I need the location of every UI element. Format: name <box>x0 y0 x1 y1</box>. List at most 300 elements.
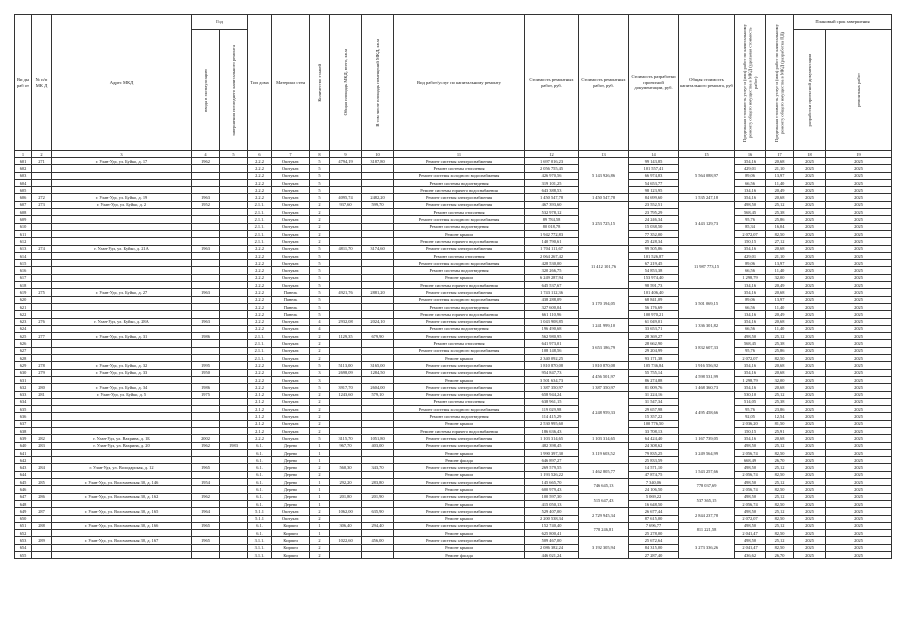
premises-area <box>362 376 394 383</box>
mkd-number: 277 <box>32 333 52 340</box>
mkd-number <box>32 238 52 245</box>
mkd-number: 288 <box>32 522 52 529</box>
mkd-number: 286 <box>32 493 52 500</box>
address-cell <box>52 223 192 230</box>
design-cost: 24 106,50 <box>629 486 679 493</box>
house-type: 2.2.2 <box>248 267 272 274</box>
unit-cost-design: 25,86 <box>766 216 794 223</box>
row-number: 622 <box>15 311 32 318</box>
year-commissioned: 1950 <box>192 369 220 376</box>
repair-cost-total: 3 653 186,79 <box>579 333 629 362</box>
floors: 5 <box>310 245 330 252</box>
table-row <box>15 479 892 486</box>
unit-cost-design: 20,68 <box>766 362 794 369</box>
unit-cost-design: 25,12 <box>766 464 794 471</box>
works-deadline: 2025 <box>826 260 892 267</box>
work-kind: Ремонт системы отопления <box>394 165 525 172</box>
design-deadline: 2025 <box>794 282 826 289</box>
house-type: 2.2.2 <box>248 274 272 281</box>
repair-cost: 1 387 350,97 <box>525 384 579 391</box>
row-number: 610 <box>15 223 32 230</box>
row-number: 603 <box>15 172 32 179</box>
floors: 2 <box>310 464 330 471</box>
house-type: 6.1. <box>248 442 272 449</box>
repair-cost: 562 980,95 <box>525 333 579 340</box>
year-commissioned <box>192 296 220 303</box>
floors: 1 <box>310 530 330 537</box>
table-row <box>15 340 892 347</box>
mkd-number <box>32 311 52 318</box>
floors: 2 <box>310 406 330 413</box>
total-area: 4921,76 <box>330 289 362 296</box>
total-area: 4794,19 <box>330 158 362 165</box>
year-commissioned <box>192 500 220 507</box>
design-cost: 24 308,62 <box>629 442 679 449</box>
house-type: 3.1.1. <box>248 537 272 544</box>
column-number: 10 <box>362 151 394 158</box>
premises-area <box>362 347 394 354</box>
unit-cost-design: 11,40 <box>766 303 794 310</box>
design-deadline: 2025 <box>794 369 826 376</box>
year-commissioned <box>192 172 220 179</box>
address-cell <box>52 172 192 179</box>
col-header-design-deadline: разработки проектной документации <box>794 30 826 151</box>
row-number: 654 <box>15 544 32 551</box>
year-last-repair <box>220 435 248 442</box>
total-cost: 3 832 607,33 <box>679 333 735 362</box>
year-commissioned: 1952 <box>192 201 220 208</box>
wall-material: Оштукат. <box>272 325 310 332</box>
repair-cost-total: 3 119 603,52 <box>579 442 629 464</box>
wall-material: Оштукат. <box>272 427 310 434</box>
floors: 5 <box>310 384 330 391</box>
total-area <box>330 413 362 420</box>
work-kind: Ремонт системы электроснабжения <box>394 362 525 369</box>
premises-area <box>362 530 394 537</box>
house-type: 2.1.1. <box>248 347 272 354</box>
address-cell <box>52 471 192 478</box>
house-type: 2.2.2 <box>248 245 272 252</box>
address-cell <box>52 260 192 267</box>
repair-cost-total: 746 645,13 <box>579 479 629 494</box>
column-number: 12 <box>525 151 579 158</box>
table-row <box>15 252 892 259</box>
address-cell <box>52 303 192 310</box>
unit-cost-works: 514,05 <box>735 398 766 405</box>
repair-cost: 2 086 382,24 <box>525 544 579 551</box>
table-row <box>15 267 892 274</box>
work-kind: Ремонт системы электроснабжения <box>394 493 525 500</box>
repair-cost: 446 021,24 <box>525 552 579 559</box>
design-cost: 77 352,00 <box>629 230 679 237</box>
design-cost: 7 340,06 <box>629 479 679 486</box>
year-last-repair <box>220 515 248 522</box>
works-deadline: 2025 <box>826 552 892 559</box>
total-area <box>330 252 362 259</box>
mkd-number: 275 <box>32 289 52 296</box>
year-commissioned <box>192 552 220 559</box>
works-deadline: 2025 <box>826 493 892 500</box>
table-row <box>15 530 892 537</box>
total-area <box>330 471 362 478</box>
year-last-repair <box>220 420 248 427</box>
table-row <box>15 303 892 310</box>
col-header-total-area: Общая площадь МКД, всего, кв.м <box>330 15 362 151</box>
unit-cost-works: 568,45 <box>735 340 766 347</box>
house-type: 2.2.2 <box>248 165 272 172</box>
year-last-repair <box>220 537 248 544</box>
work-kind: Ремонт системы электроснабжения <box>394 442 525 449</box>
premises-area <box>362 398 394 405</box>
works-deadline: 2025 <box>826 311 892 318</box>
total-area: 560,30 <box>330 464 362 471</box>
table-row <box>15 362 892 369</box>
work-kind: Ремонт системы электроснабжения <box>394 537 525 544</box>
address-cell: г. Улан-Удэ, ул. Буйко, д. 5 <box>52 391 192 398</box>
unit-cost-works: 568,45 <box>735 209 766 216</box>
floors: 5 <box>310 179 330 186</box>
unit-cost-works: 66,56 <box>735 325 766 332</box>
mkd-number: 272 <box>32 194 52 201</box>
year-commissioned <box>192 544 220 551</box>
floors: 2 <box>310 201 330 208</box>
floors: 2 <box>310 230 330 237</box>
row-number: 647 <box>15 493 32 500</box>
floors: 2 <box>310 340 330 347</box>
row-number: 625 <box>15 333 32 340</box>
mkd-number: 283 <box>32 442 52 449</box>
year-commissioned <box>192 406 220 413</box>
work-kind: Ремонт системы водоотведения <box>394 303 525 310</box>
col-header-total-cost: Общая стоимость капитального ремонта, руб <box>679 15 735 151</box>
wall-material: Дерево <box>272 449 310 456</box>
house-type: 6.1. <box>248 479 272 486</box>
unit-cost-works: 95,76 <box>735 216 766 223</box>
work-kind: Ремонт системы электроснабжения <box>394 435 525 442</box>
col-header-wall-material: Материал стен <box>272 15 310 151</box>
wall-material: Оштукат. <box>272 282 310 289</box>
total-area <box>330 267 362 274</box>
year-commissioned <box>192 457 220 464</box>
floors: 2 <box>310 398 330 405</box>
row-number: 634 <box>15 398 32 405</box>
design-cost: 16 648,50 <box>629 500 679 507</box>
total-area <box>330 355 362 362</box>
table-row <box>15 311 892 318</box>
unit-cost-design: 82,50 <box>766 500 794 507</box>
house-type: 2.2.2 <box>248 194 272 201</box>
design-cost: 27 287,40 <box>629 552 679 559</box>
column-number: 5 <box>220 151 248 158</box>
year-last-repair <box>220 457 248 464</box>
mkd-number <box>32 406 52 413</box>
work-kind: Ремонт системы отопления <box>394 252 525 259</box>
unit-cost-works: 429,01 <box>735 165 766 172</box>
works-deadline: 2025 <box>826 471 892 478</box>
repair-cost: 2 200 538,34 <box>525 515 579 522</box>
wall-material: Кирпич <box>272 530 310 537</box>
house-type: 6.1. <box>248 522 272 529</box>
mkd-number <box>32 267 52 274</box>
wall-material: Кирпич <box>272 537 310 544</box>
works-deadline: 2025 <box>826 187 892 194</box>
unit-cost-design: 12,54 <box>766 413 794 420</box>
total-area <box>330 530 362 537</box>
row-number: 623 <box>15 318 32 325</box>
year-last-repair <box>220 355 248 362</box>
column-number: 17 <box>766 151 794 158</box>
row-number: 609 <box>15 216 32 223</box>
premises-area: 201,90 <box>362 493 394 500</box>
house-type: 2.1.2 <box>248 420 272 427</box>
work-kind: Ремонт системы водоотведения <box>394 223 525 230</box>
total-cost: 2 844 237,78 <box>679 508 735 523</box>
wall-material: Оштукат. <box>272 165 310 172</box>
works-deadline: 2025 <box>826 376 892 383</box>
repair-cost: 1 704 111,67 <box>525 245 579 252</box>
address-cell: г. Улан-Удэ, ул. Буйко, д. 2 <box>52 201 192 208</box>
premises-area: 2604,00 <box>362 384 394 391</box>
work-kind: Ремонт системы электроснабжения <box>394 201 525 208</box>
unit-cost-works: 95,76 <box>735 406 766 413</box>
design-cost: 101 526,87 <box>629 252 679 259</box>
address-cell <box>52 274 192 281</box>
total-area <box>330 296 362 303</box>
premises-area <box>362 252 394 259</box>
wall-material: Панель <box>272 311 310 318</box>
design-deadline: 2025 <box>794 158 826 165</box>
table-row <box>15 493 892 500</box>
design-cost: 25 428,34 <box>629 238 679 245</box>
mkd-number <box>32 179 52 186</box>
works-deadline: 2025 <box>826 201 892 208</box>
premises-area <box>362 296 394 303</box>
repair-cost: 119 029,98 <box>525 406 579 413</box>
mkd-number: 278 <box>32 362 52 369</box>
table-row <box>15 471 892 478</box>
unit-cost-works: 354,16 <box>735 318 766 325</box>
mkd-number <box>32 303 52 310</box>
wall-material: Оштукат. <box>272 260 310 267</box>
row-number: 639 <box>15 435 32 442</box>
column-number: 8 <box>310 151 330 158</box>
repair-cost: 428 530,00 <box>525 260 579 267</box>
unit-cost-design: 11,40 <box>766 325 794 332</box>
column-number: 6 <box>248 151 272 158</box>
column-number-row <box>15 151 892 158</box>
premises-area <box>362 355 394 362</box>
table-row <box>15 522 892 529</box>
address-cell <box>52 340 192 347</box>
total-area: 1129,35 <box>330 333 362 340</box>
unit-cost-design: 11,40 <box>766 179 794 186</box>
wall-material: Оштукат. <box>272 398 310 405</box>
repair-cost: 625 800,41 <box>525 530 579 537</box>
year-last-repair <box>220 296 248 303</box>
total-area <box>330 552 362 559</box>
house-type: 2.2.2 <box>248 311 272 318</box>
year-commissioned: 1965 <box>192 537 220 544</box>
mkd-number <box>32 500 52 507</box>
works-deadline: 2025 <box>826 318 892 325</box>
works-deadline: 2025 <box>826 362 892 369</box>
design-cost: 24 246,34 <box>629 216 679 223</box>
total-area <box>330 515 362 522</box>
unit-cost-works: 2 072,07 <box>735 355 766 362</box>
address-cell <box>52 530 192 537</box>
table-row <box>15 537 892 544</box>
col-header-floors: Количество этажей <box>310 15 330 151</box>
unit-cost-design: 82,50 <box>766 486 794 493</box>
design-cost: 55 755,14 <box>629 369 679 376</box>
unit-cost-design: 25,12 <box>766 479 794 486</box>
design-cost: 87 615,00 <box>629 515 679 522</box>
total-area <box>330 420 362 427</box>
total-area: 292,20 <box>330 479 362 486</box>
design-deadline: 2025 <box>794 201 826 208</box>
design-cost: 61 049,01 <box>629 318 679 325</box>
works-deadline: 2025 <box>826 479 892 486</box>
unit-cost-works: 2 072,07 <box>735 515 766 522</box>
works-deadline: 2025 <box>826 238 892 245</box>
year-commissioned <box>192 530 220 537</box>
design-cost: 5 069,22 <box>629 493 679 500</box>
year-last-repair <box>220 172 248 179</box>
unit-cost-works: 89,06 <box>735 260 766 267</box>
total-area <box>330 238 362 245</box>
house-type: 6.1. <box>248 471 272 478</box>
unit-cost-works: 668,49 <box>735 457 766 464</box>
mkd-number <box>32 552 52 559</box>
unit-cost-design: 25,86 <box>766 347 794 354</box>
mkd-number <box>32 165 52 172</box>
table-row <box>15 369 892 376</box>
row-number: 612 <box>15 238 32 245</box>
repair-cost: 600 979,43 <box>525 486 579 493</box>
total-cost: 811 221,58 <box>679 522 735 537</box>
address-cell: г. Улан-Удэ, ул. Буйко, д. 27 <box>52 289 192 296</box>
repair-cost-total: 4 456 501,97 <box>579 369 629 384</box>
row-number: 635 <box>15 406 32 413</box>
design-cost: 33 653,71 <box>629 325 679 332</box>
design-deadline: 2025 <box>794 427 826 434</box>
total-cost: 1 543 257,66 <box>679 464 735 479</box>
repair-cost-total: 1 241 999,10 <box>579 318 629 333</box>
row-number: 636 <box>15 413 32 420</box>
total-area: 3115,70 <box>330 435 362 442</box>
year-commissioned: 1963 <box>192 318 220 325</box>
works-deadline: 2025 <box>826 530 892 537</box>
design-deadline: 2025 <box>794 194 826 201</box>
premises-area <box>362 303 394 310</box>
year-last-repair <box>220 369 248 376</box>
floors: 1 <box>310 442 330 449</box>
year-last-repair <box>220 165 248 172</box>
row-number: 644 <box>15 471 32 478</box>
works-deadline: 2025 <box>826 274 892 281</box>
repair-cost: 645 537,67 <box>525 282 579 289</box>
year-last-repair <box>220 479 248 486</box>
mkd-number: 289 <box>32 537 52 544</box>
house-type: 2.2.2 <box>248 289 272 296</box>
works-deadline: 2025 <box>826 209 892 216</box>
premises-area <box>362 282 394 289</box>
address-cell: г. Улан-Удэ, ул. Волочаевская 30, д. 165 <box>52 508 192 515</box>
table-row <box>15 413 892 420</box>
year-last-repair <box>220 471 248 478</box>
year-commissioned: 1963 <box>192 194 220 201</box>
address-cell <box>52 355 192 362</box>
total-area <box>330 311 362 318</box>
floors: 2 <box>310 515 330 522</box>
table-row <box>15 274 892 281</box>
design-deadline: 2025 <box>794 493 826 500</box>
floors: 5 <box>310 165 330 172</box>
wall-material: Оштукат. <box>272 209 310 216</box>
work-kind: Ремонт системы горячего водоснабжения <box>394 282 525 289</box>
capital-repair-register-table <box>14 14 892 559</box>
house-type: 2.1.1. <box>248 333 272 340</box>
total-area: 2698,09 <box>330 369 362 376</box>
table-row <box>15 376 892 383</box>
address-cell: г. Улан-Удэ, ул. Вахрина, д. 20 <box>52 442 192 449</box>
work-kind: Ремонт системы отопления <box>394 209 525 216</box>
house-type: 3.1.1. <box>248 544 272 551</box>
design-deadline: 2025 <box>794 260 826 267</box>
floors: 2 <box>310 347 330 354</box>
wall-material: Оштукат. <box>272 179 310 186</box>
year-last-repair <box>220 289 248 296</box>
repair-cost: 658 944,24 <box>525 391 579 398</box>
unit-cost-works: 150,15 <box>735 427 766 434</box>
wall-material: Дерево <box>272 464 310 471</box>
house-type: 6.1. <box>248 500 272 507</box>
total-area <box>330 216 362 223</box>
mkd-number <box>32 296 52 303</box>
column-number: 15 <box>679 151 735 158</box>
house-type: 6.1. <box>248 457 272 464</box>
unit-cost-works: 85,34 <box>735 223 766 230</box>
year-last-repair <box>220 449 248 456</box>
house-type: 2.2.2 <box>248 296 272 303</box>
repair-cost: 114 415,29 <box>525 413 579 420</box>
table-row <box>15 355 892 362</box>
row-number: 618 <box>15 282 32 289</box>
floors: 5 <box>310 172 330 179</box>
total-area <box>330 340 362 347</box>
total-area <box>330 165 362 172</box>
total-area: 2932,08 <box>330 318 362 325</box>
repair-cost: 646 897,27 <box>525 457 579 464</box>
floors: 5 <box>310 194 330 201</box>
repair-cost: 641 973,01 <box>525 340 579 347</box>
unit-cost-works: 498,50 <box>735 508 766 515</box>
col-header-work-type: Ви ды раб от <box>15 15 32 151</box>
year-last-repair <box>220 318 248 325</box>
design-deadline: 2025 <box>794 274 826 281</box>
mkd-number: 271 <box>32 158 52 165</box>
year-commissioned <box>192 515 220 522</box>
table-row <box>15 508 892 515</box>
total-area: 5113,00 <box>330 362 362 369</box>
wall-material: Дерево <box>272 479 310 486</box>
design-deadline: 2025 <box>794 209 826 216</box>
col-header-work-kind: Вид работ/услуг по капитальному ремонту <box>394 15 525 151</box>
year-last-repair <box>220 282 248 289</box>
design-cost: 7 696,77 <box>629 522 679 529</box>
address-cell <box>52 311 192 318</box>
year-last-repair <box>220 376 248 383</box>
